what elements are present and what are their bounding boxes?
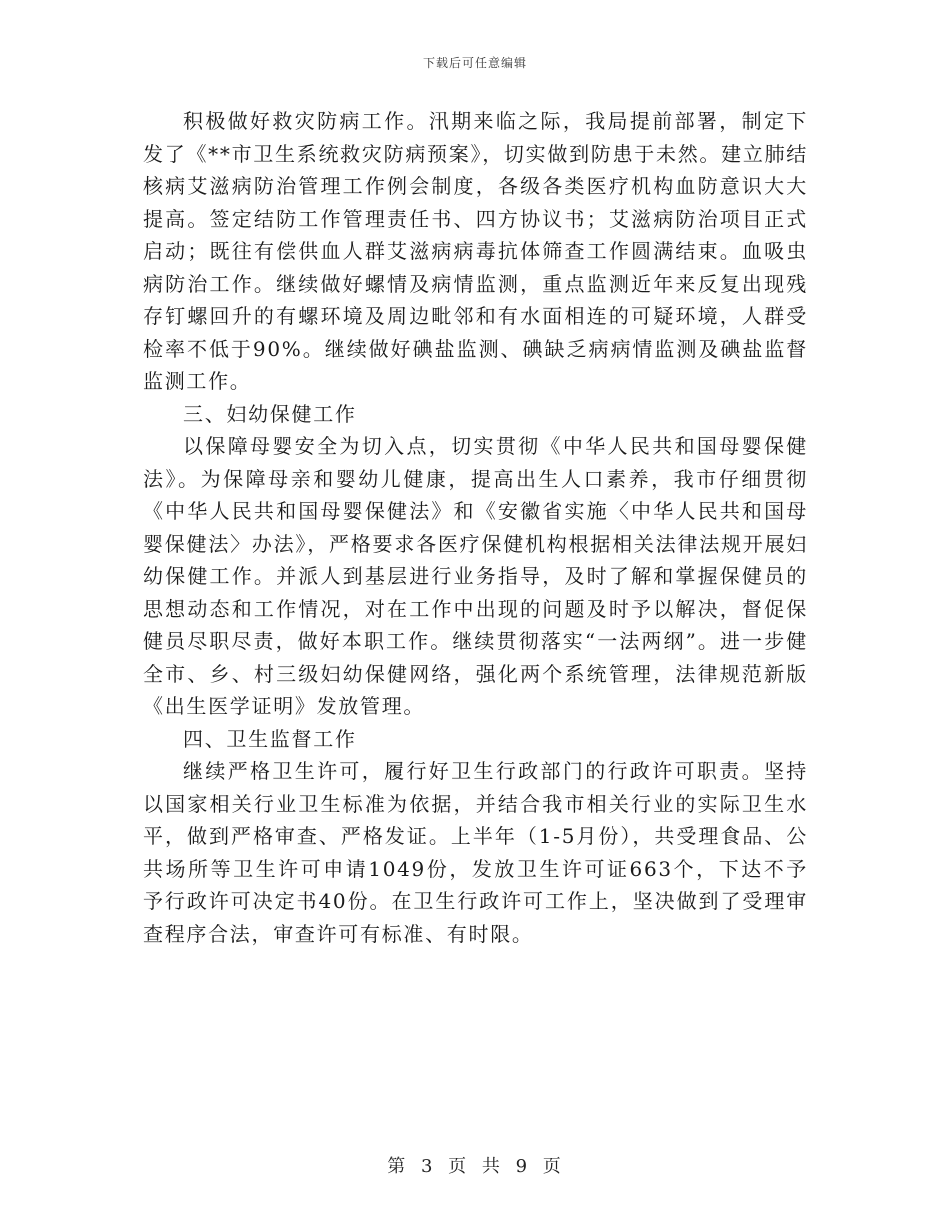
page-header-note: 下载后可任意编辑: [422, 56, 527, 70]
paragraph-disaster-prevention: 积极做好救灾防病工作。汛期来临之际，我局提前部署，制定下发了《**市卫生系统救灾防病预案》，切实做到防患于未然。建立肺结核病艾滋病防治管理工作例会制度，各级各类医疗机构血防意识大大提高。签定结防工作管理责任书、四方协议书；艾滋病防治项目正式启动；既往有偿供血人群艾滋病病毒抗体筛查工作圆满结束。血吸虫病防治工作。继续做好螺情及病情监测，重点监测近年来反复出现残存钉螺回升的有螺环境及周边毗邻和有水面相连的可疑环境，人群受检率不低于90%。继续做好碘盐监测、碘缺乏病病情监测及碘盐监督监测工作。: [143, 109, 808, 393]
page-number: 第 3 页 共 9 页: [387, 1156, 563, 1177]
document-body: [143, 105, 808, 950]
paragraph-maternal-child-health: 以保障母婴安全为切入点，切实贯彻《中华人民共和国母婴保健法》。为保障母亲和婴幼儿健康，提高出生人口素养，我市仔细贯彻《中华人民共和国母婴保健法》和《安徽省实施〈中华人民共和国母婴保健法〉办法》，严格要求各医疗保健机构根据相关法律法规开展妇幼保健工作。并派人到基层进行业务指导，及时了解和掌握保健员的思想动态和工作情况，对在工作中出现的问题及时予以解决，督促保健员尽职尽责，做好本职工作。继续贯彻落实“一法两纲”。进一步健全市、乡、村三级妇幼保健网络，强化两个系统管理，法律规范新版《出生医学证明》发放管理。: [143, 434, 808, 718]
section-heading-health-supervision: 四、卫生监督工作: [183, 726, 357, 751]
paragraph-health-supervision: 继续严格卫生许可，履行好卫生行政部门的行政许可职责。坚持以国家相关行业卫生标准为依据，并结合我市相关行业的实际卫生水平，做到严格审查、严格发证。上半年（1-5月份），共受理食品、公共场所等卫生许可申请1049份，发放卫生许可证663个，下达不予予行政许可决定书40份。在卫生行政许可工作上，坚决做到了受理审查程序合法，审查许可有标准、有时限。: [143, 759, 808, 946]
section-heading-maternal-child-health: 三、妇幼保健工作: [183, 401, 357, 426]
